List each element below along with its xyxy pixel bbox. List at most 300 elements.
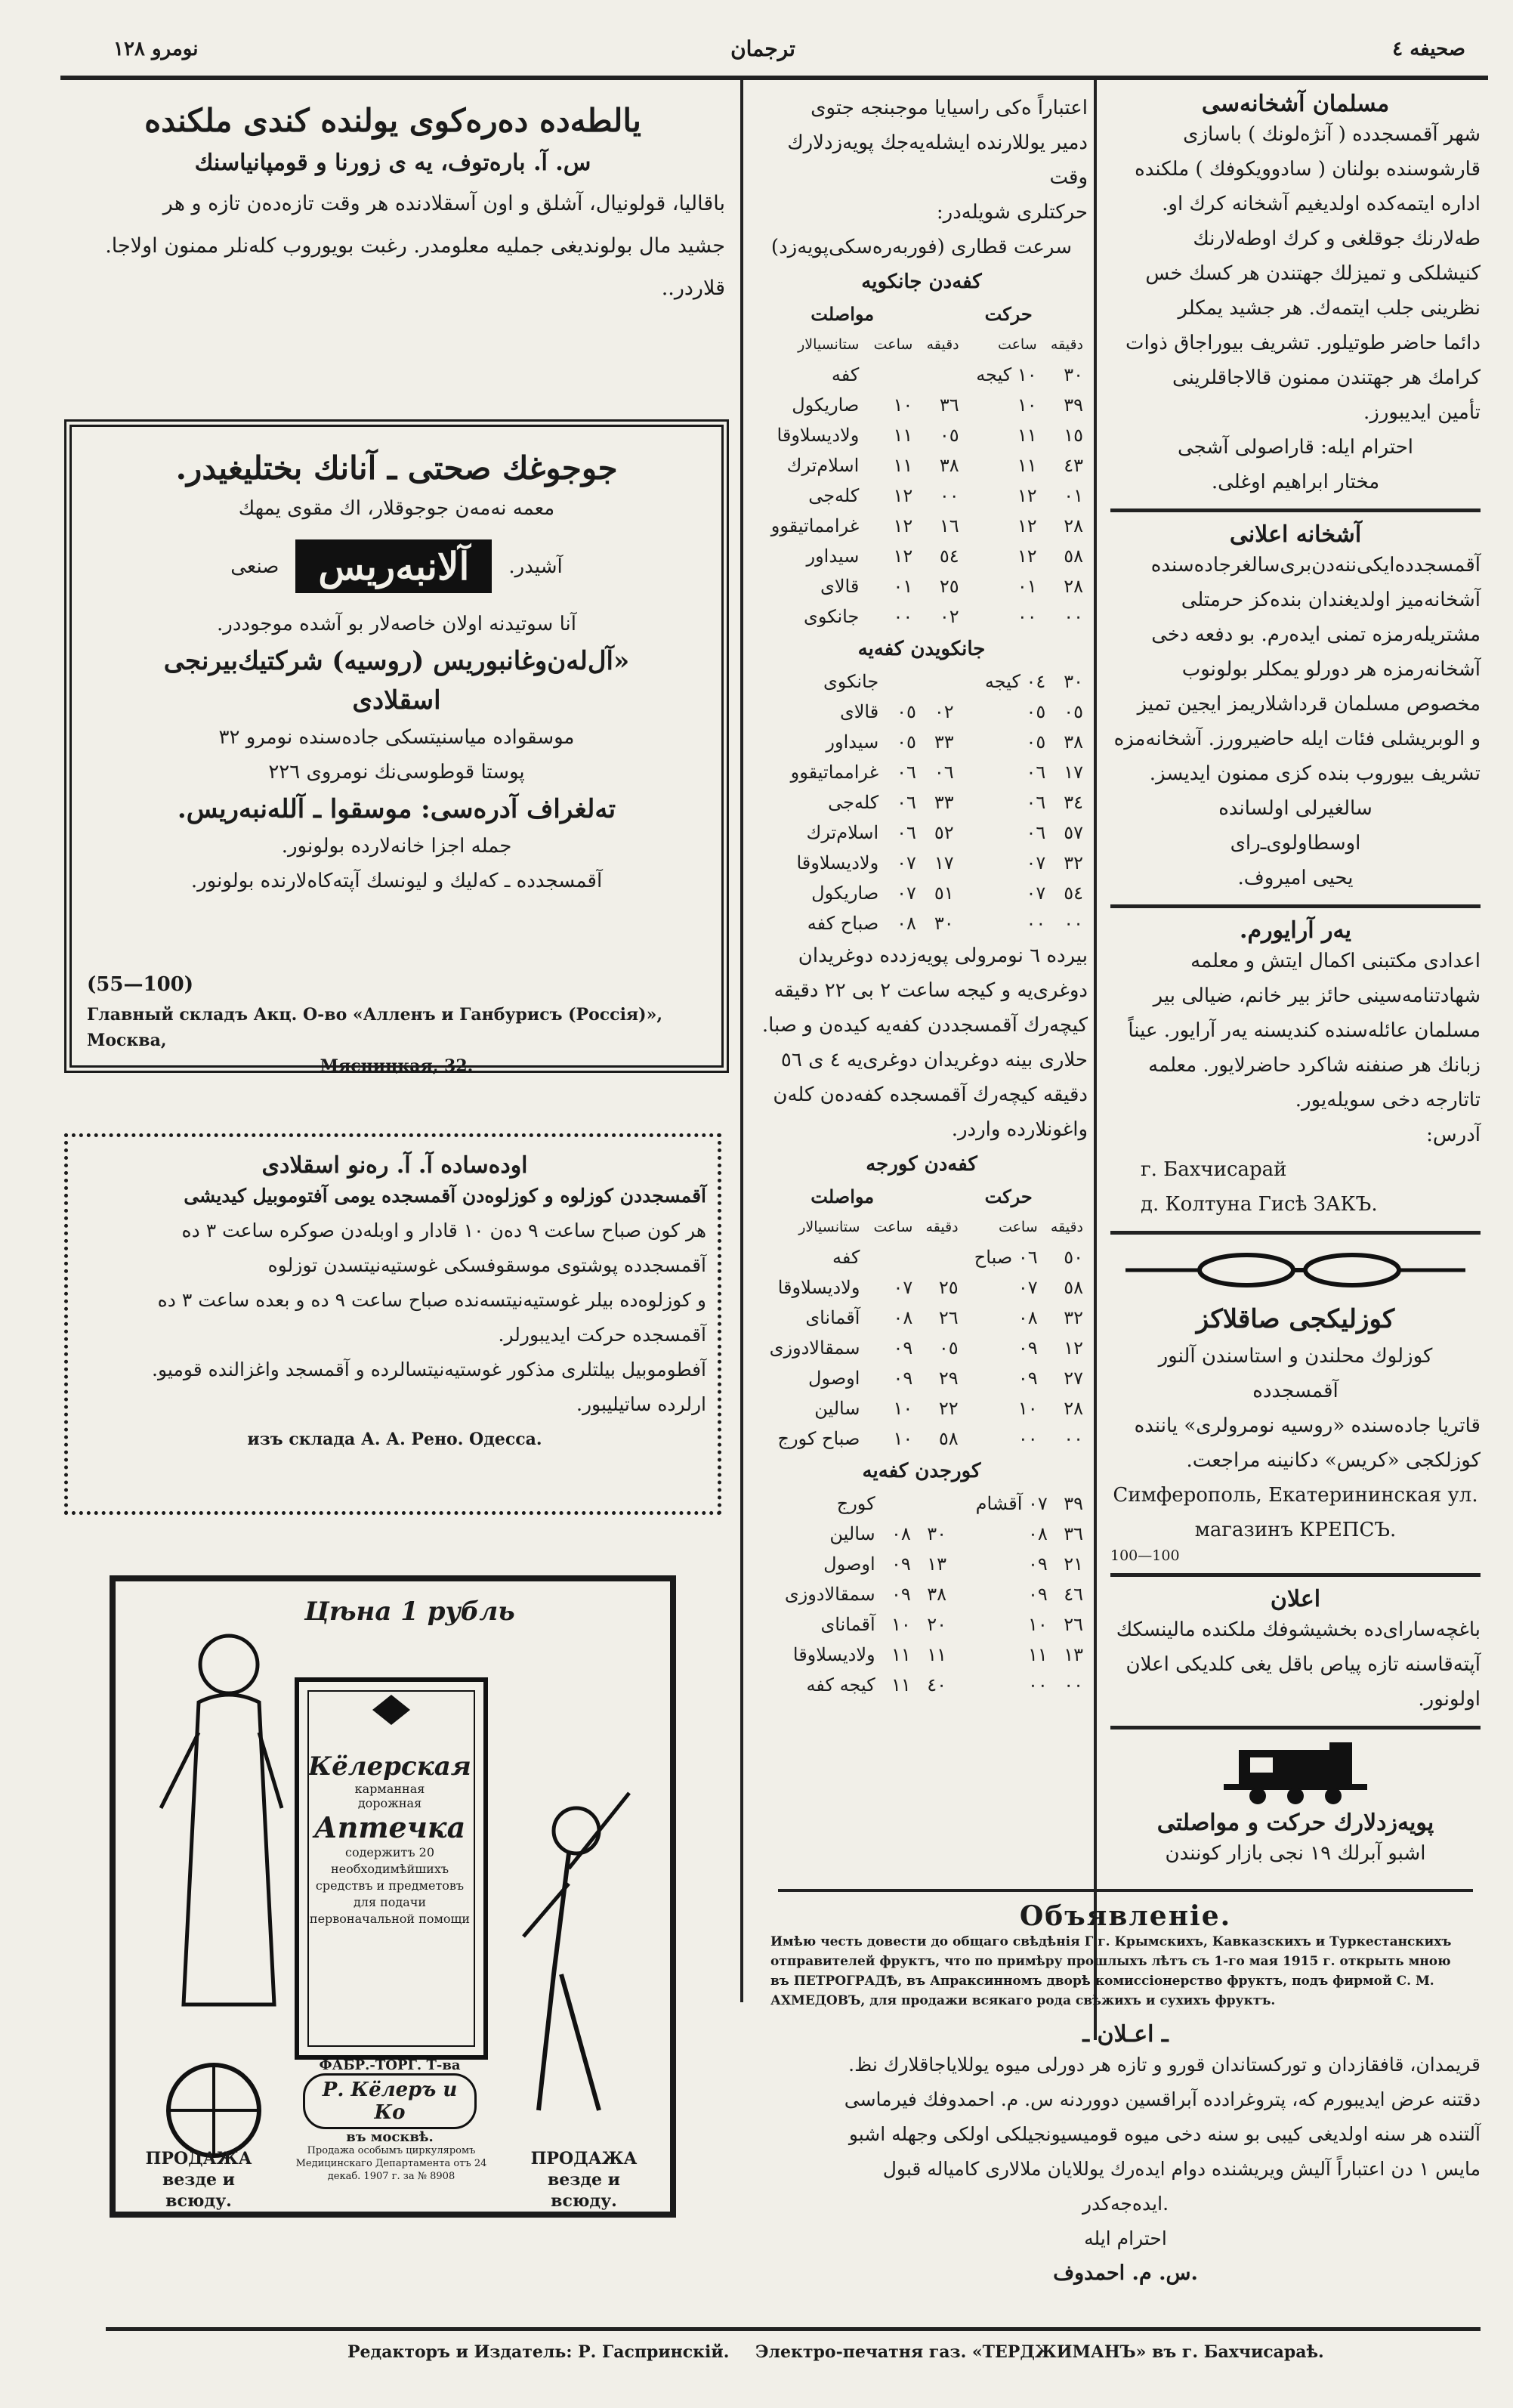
- price-label: Цѣна 1 рубль: [304, 1597, 515, 1627]
- table-cell: ١٠: [1028, 1614, 1048, 1635]
- ad-line: پوستا قوطوسی‌نك نومروی ٢٢٦: [268, 761, 525, 784]
- issue-number-label: نومرو ١٢٨: [113, 38, 199, 60]
- tt-ad-line: قریمدان، قافقازدان و تورکستاندان قورو و تازه هر دورلی میوه یوللایاجاقلارك نظ.: [848, 2054, 1481, 2076]
- table-row: [755, 450, 1088, 481]
- ad-ru-line: Мясницкая, 32.: [320, 1056, 474, 1076]
- ad-signature: احترام ایله: [1084, 2227, 1167, 2249]
- table-cell: ٢٠: [927, 1614, 946, 1635]
- tt-ad-line: مایس ١ دن اعتباراً آلیش ویریشنده دوام ایده‌رك یوللایان ملالاری کامیاله قبول: [882, 2158, 1481, 2180]
- table-cell: ٠٦: [1026, 792, 1046, 813]
- ad-line: موسقواده میاسنیتسکی جاده‌سنده نومرو ٣٢: [218, 726, 575, 749]
- ad-line: طه‌لارنك جوقلغی و کرك اوطه‌لارنك: [1193, 227, 1481, 250]
- manufacturer-name: Р. Кёлеръ и Ко: [303, 2073, 477, 2129]
- divider: [1110, 1726, 1481, 1729]
- table-row: [755, 1640, 1088, 1670]
- table-cell: ١٥: [1064, 425, 1083, 446]
- table-cell: سمقالادوزی: [784, 1584, 875, 1605]
- table-cell: ٣٦: [939, 394, 959, 416]
- timetable-title: کورجدن کفه‌یه: [862, 1460, 981, 1482]
- table-cell: ٠٠: [1064, 606, 1083, 627]
- automobile-ad: [64, 1133, 721, 1515]
- table-cell: ٠٥: [938, 1337, 959, 1359]
- ad-line: کنیشلکی و تمیزلك جهتندن هر کسك خس: [1145, 262, 1481, 285]
- table-cell: ٢١: [1064, 1553, 1083, 1575]
- table-cell: ٠٢: [934, 701, 954, 722]
- kit-title: Аптечка: [313, 1810, 466, 1844]
- table-cell: ٠٠: [1064, 1674, 1083, 1695]
- footer-printer: Электро-печатня газ. «ТЕРДЖИМАНЪ» въ г. Бахчисараѣ.: [755, 2342, 1324, 2362]
- table-header-cell: دقیقه: [1050, 336, 1083, 353]
- ad-line: زبانك هر صنفنه شاکرد حاضرلایور. معلمه: [1148, 1054, 1481, 1077]
- sales-label-right: ПРОДАЖА везде и всюду.: [530, 2149, 638, 2211]
- table-cell: سالین: [829, 1523, 875, 1544]
- tt-ad-line: ایده‌جه‌کدر.: [1082, 2193, 1169, 2215]
- table-body: [755, 1488, 1088, 1700]
- timetable-table-kerch-kefe: [755, 1488, 1088, 1700]
- table-cell: ٢٨: [1064, 1398, 1083, 1419]
- timetable-title: کفه‌دن کورجه: [866, 1153, 977, 1176]
- table-row: [755, 1488, 1088, 1519]
- table-cell: [917, 1242, 962, 1272]
- ad-line: آپته‌قاسنه تازه پیاص باقل یغی کلدیکی اعلان: [1125, 1653, 1481, 1676]
- table-cell: ٥٤: [939, 546, 959, 567]
- table-cell: ٣٣: [934, 792, 954, 813]
- ad-line: کوزلکجی «کریس» دکانینه مراجعت.: [1186, 1449, 1481, 1472]
- table-cell: ٠٠: [1017, 1428, 1038, 1449]
- table-row: [755, 666, 1088, 697]
- ad-line: دائما حاضر طوتیلور. تشریف بیوراجاق ذوات: [1125, 332, 1481, 354]
- timetable-table-kefe-kerch: [755, 1212, 1088, 1454]
- telegraph-address: ته‌لغراف آدره‌سی: موسقوا ـ آلله‌نبه‌ریس.: [177, 794, 616, 824]
- restaurant-ad-title: مسلمان آشخانه‌سی: [1201, 91, 1390, 117]
- table-row: [755, 787, 1088, 818]
- timetable-table-kefe-jankoy: [755, 329, 1088, 632]
- table-cell: ٠٦: [897, 762, 916, 783]
- kit-brand-line: карманная: [354, 1782, 425, 1796]
- table-body: [755, 360, 1088, 632]
- table-cell: ١١: [927, 1644, 946, 1665]
- table-row: [755, 571, 1088, 601]
- table-cell: ٠٠: [1026, 913, 1046, 934]
- table-row: [755, 908, 1088, 938]
- table-cell: ٤٠: [927, 1674, 946, 1695]
- table-cell: ١٢: [893, 485, 913, 506]
- table-cell: ٣٨: [927, 1584, 946, 1605]
- table-cell: ١١: [1028, 1644, 1048, 1665]
- ad-line: و کوزلوه‌ده بیلر غوستیه‌نیتسه‌نده صباح ساعت ٩ ده و بعده ساعت ٣ ده: [157, 1289, 706, 1311]
- table-cell: ٥٨: [1064, 546, 1083, 567]
- table-cell: ٠٩: [891, 1553, 911, 1575]
- ad-line: آقمسجده حرکت ایدیبورلر.: [498, 1324, 706, 1346]
- ad-line: نظرینی جلب ایتمه‌ك. هر جشید یمکلر: [1178, 297, 1481, 320]
- table-cell: سمقالادوزی: [769, 1337, 860, 1359]
- table-row: [755, 848, 1088, 878]
- table-cell: ٠٧ آقشام: [975, 1493, 1048, 1514]
- table-cell: قالای: [820, 576, 860, 597]
- table-cell: ٢٨: [1064, 515, 1083, 536]
- table-cell: ٠٥: [1026, 731, 1046, 753]
- table-cell: اوصول: [823, 1553, 875, 1575]
- table-cell: ٢٥: [938, 1277, 959, 1298]
- table-header-row: [755, 1212, 1088, 1242]
- table-cell: ٥٨: [938, 1428, 959, 1449]
- timetable-note-line: حلاری بینه دوغریدان دوغری‌یه ٤ ی ٥٦: [780, 1049, 1088, 1071]
- table-cell: غرامماتیقوو: [770, 515, 860, 536]
- table-header-cell: ساعت: [873, 336, 913, 353]
- table-cell: ٢٩: [938, 1368, 959, 1389]
- baby-food-ad-title: جوجوغك صحتی ـ آنانك بختلیغیدر.: [175, 450, 618, 487]
- table-cell: ٠٠: [893, 606, 913, 627]
- table-header-cell: ساعت: [873, 1219, 913, 1235]
- column-group-label: حرکت: [984, 1185, 1033, 1207]
- table-cell: ٣٨: [1064, 731, 1083, 753]
- timetable-title: کفه‌دن جانکویه: [861, 270, 982, 293]
- ad-line: و الوبریشلی فئات ایله حاضیرورز. آشخانه‌مزه: [1113, 728, 1481, 750]
- kit-brand-line: дорожная: [357, 1796, 422, 1810]
- ad-line: ارلرده ساتیلیبور.: [576, 1393, 706, 1415]
- table-header-cell: ستانسیالار: [798, 336, 860, 353]
- timetable-note-line: واغونلارده واردر.: [951, 1118, 1088, 1141]
- train-notice-title: پویه‌زدلارك حرکت و مواصلتی: [1156, 1810, 1434, 1836]
- table-row: [755, 1519, 1088, 1549]
- footer-rule: [106, 2327, 1481, 2331]
- table-cell: ٢٦: [938, 1307, 959, 1328]
- ad-line: باغچه‌سارای‌ده بخشیشوفك ملکنده مالینسکك: [1116, 1618, 1481, 1641]
- ru-ad-line: отправителей фруктъ, что по примѣру прошлыхъ лѣтъ съ 1-го мая 1915 г. открыть мною: [770, 1954, 1451, 1969]
- table-cell: ٠٨: [1017, 1307, 1038, 1328]
- table-row: [755, 601, 1088, 632]
- right-column: [1110, 91, 1481, 1871]
- ad-line: شهر آقمسجدده ( آنژه‌لونك ) باسازی: [1183, 123, 1481, 146]
- timetable-intro-line: حرکتلری شویله‌در:: [936, 201, 1088, 224]
- timetable-subtitle: سرعت قطاری (فوربه‌ره‌سکی‌پویه‌زد): [770, 236, 1073, 258]
- brand-pre-label: صنعی: [230, 555, 279, 578]
- ad-line: تأمین ایدیبورز.: [1363, 401, 1481, 424]
- ru-ad-line: въ ПЕТРОГРАДѢ, въ Апраксинномъ дворѣ комиссіонерство фруктъ, подъ фирмой С. М.: [770, 1974, 1434, 1989]
- ad-line: جمله اجزا خانه‌لارده بولونور.: [281, 835, 512, 858]
- table-cell: صباح کورج: [777, 1428, 860, 1449]
- table-row: [755, 1303, 1088, 1333]
- ad-signature: احترام ایله: قاراصولی آشجی: [1177, 436, 1414, 459]
- ad-line: تشریف بیوروب بنده کزی ممنون ایدیسز.: [1149, 762, 1481, 785]
- table-cell: ٣٠: [934, 913, 954, 934]
- ad-line: تاتارجه دخی سویله‌یور.: [1295, 1089, 1481, 1111]
- table-cell: ٣٢: [1064, 1307, 1083, 1328]
- table-cell: ٥٠: [1064, 1247, 1083, 1268]
- column-group-label: حرکت: [984, 303, 1033, 325]
- ad-line: آقمسجدده‌ایکی‌ننه‌دن‌بری‌سالغر‌جاده‌سنده: [1150, 554, 1481, 576]
- ad-line: آقمسجددن کوزلوه و کوزلوه‌دن آقمسجده یومی آفتوموبیل کیدیشی: [184, 1185, 706, 1207]
- table-cell: ٠٠: [1064, 1428, 1083, 1449]
- table-cell: ٠٩: [1028, 1584, 1048, 1605]
- ad-line: مخصوص مسلمان قرداشلاریمز ایجین تمیز: [1137, 693, 1481, 716]
- page-number-label: صحيفه ٤: [1392, 38, 1465, 60]
- table-cell: ولادیسلاوقا: [777, 425, 860, 446]
- job-ad-title: یه‌ر آرایورم.: [1240, 917, 1351, 944]
- table-cell: [917, 360, 963, 390]
- timetable-intro-line: اعتباراً ‌ه‌کی راسیایا موجبنجه جتوی: [811, 97, 1088, 119]
- job-seeking-ad: [1110, 917, 1481, 1222]
- table-header-cell: ساعت: [998, 1219, 1038, 1235]
- table-cell: ٣٠: [1064, 364, 1083, 385]
- ad-line: آقمسجدده ـ کەلیك و لیونسك آپته‌کاه‌لارنده بولونور.: [190, 870, 603, 892]
- table-cell: ٠٥: [939, 425, 959, 446]
- timetable-head: [755, 1182, 1088, 1212]
- table-cell: ١٢: [893, 515, 913, 536]
- ad-ru-line: изъ склада А. А. Рено. Одесса.: [247, 1430, 542, 1449]
- locomotive-icon: [1110, 1739, 1481, 1807]
- ad-line: کرامك هر جهتندن ممنون قالاجاقلرینی: [1172, 366, 1481, 389]
- table-cell: ٣٨: [939, 455, 959, 476]
- table-cell: اوصول: [807, 1368, 860, 1389]
- table-cell: ٠٩: [893, 1337, 913, 1359]
- table-cell: ١٧: [934, 852, 954, 873]
- table-cell: ولادیسلاوقا: [777, 1277, 860, 1298]
- table-row: [755, 481, 1088, 511]
- table-cell: ٠٩: [1028, 1553, 1048, 1575]
- ad-line: آقمسجدده: [1252, 1380, 1339, 1402]
- table-cell: ٢٥: [939, 576, 959, 597]
- table-cell: ١٠: [1017, 1398, 1038, 1419]
- address-line: г. Бахчисарай: [1141, 1158, 1287, 1181]
- table-row: [755, 697, 1088, 727]
- table-cell: ٠٧: [893, 1277, 913, 1298]
- table-cell: ٠٢: [939, 606, 959, 627]
- table-cell: ١٣: [1064, 1644, 1083, 1665]
- table-cell: ٣٩: [1064, 394, 1083, 416]
- table-cell: ٠٥: [1064, 701, 1083, 722]
- masthead-rule: [60, 76, 1488, 80]
- table-cell: آقمانای: [820, 1614, 875, 1635]
- ad-line: جشید مال بولوندیغی جملیه معلومدر. رغبت بویوروب کله‌نلر ممنون اولاجا.: [105, 234, 725, 258]
- restaurant-notice-ad: [1110, 521, 1481, 895]
- masthead: [30, 30, 1488, 76]
- table-cell: ولادیسلاوقا: [792, 1644, 875, 1665]
- table-cell: ٠٦: [1026, 762, 1046, 783]
- table-cell: ٥٢: [934, 822, 954, 843]
- table-cell: ١٢: [1064, 1337, 1083, 1359]
- ru-ad-line: Имѣю честь довести до общаго свѣдѣнія Г г. Крымскихъ, Кавказскихъ и Туркестанскихъ: [770, 1934, 1452, 1949]
- ad-line: اولونور.: [1418, 1688, 1481, 1711]
- timetable-intro-line: دمیر یوللارنده ایشله‌یه‌جك پویه‌زدلارك وقت: [787, 131, 1088, 189]
- divider: [1110, 508, 1481, 512]
- ad-code: (55—100): [87, 973, 194, 996]
- divider: [1110, 1231, 1481, 1235]
- ad-signature: یحیی امیروف.: [1237, 867, 1354, 889]
- ad-line: قلاردر..: [661, 277, 725, 300]
- table-header-row: [755, 329, 1088, 360]
- kit-brand-name: Кёлерская: [308, 1751, 471, 1782]
- table-cell: ولادیسلاوقا: [796, 852, 879, 873]
- ad-line: هر کون صباح ساعت ٩ دەن ١٠ قادار و اوبله‌دن صوکره ساعت ٣ ده: [181, 1219, 706, 1241]
- automobile-ad-title: اوده‌ساده آ. آ. ره‌نو اسقلادی: [261, 1152, 528, 1179]
- brand-row: [87, 539, 706, 593]
- table-cell: ٠٧: [1026, 883, 1046, 904]
- table-cell: صاریکول: [811, 883, 879, 904]
- manufacturer-label: ФАБР.-ТОРГ. Т-ва: [319, 2057, 461, 2073]
- table-row: [755, 1272, 1088, 1303]
- table-cell: ٠٨: [893, 1307, 913, 1328]
- table-cell: ٠٦: [934, 762, 954, 783]
- table-cell: [863, 360, 917, 390]
- table-cell: [916, 1488, 951, 1519]
- table-cell: کله‌جی: [808, 485, 860, 506]
- tt-ad-title: ـ اعـلان ـ: [1082, 2021, 1169, 2048]
- table-cell: ٠٠: [939, 485, 959, 506]
- table-cell: کله‌جی: [828, 792, 879, 813]
- ad-signature: س. م. احمدوف.: [1053, 2261, 1198, 2285]
- table-row: [755, 1609, 1088, 1640]
- table-row: [755, 1579, 1088, 1609]
- table-cell: [880, 1488, 916, 1519]
- table-cell: اسلام‌ترك: [786, 455, 860, 476]
- column-group-label: مواصلت: [811, 303, 875, 325]
- table-cell: ٠٠: [1017, 606, 1037, 627]
- table-cell: ٤٣: [1064, 455, 1083, 476]
- table-cell: ٠٦ صباح: [974, 1247, 1038, 1268]
- table-cell: ٠٥: [897, 731, 916, 753]
- table-cell: کفه: [832, 1247, 860, 1268]
- table-cell: ١٠: [893, 394, 913, 416]
- train-schedule-notice: [1110, 1739, 1481, 1871]
- ad-line: اداره ایتمه‌کده اولدیغیم آشخانه کرك او.: [1162, 193, 1481, 215]
- table-cell: کفه: [831, 364, 860, 385]
- table-cell: ١١: [1017, 425, 1037, 446]
- table-row: [755, 1242, 1088, 1272]
- company-name: «آل‌له‌ن‌وغانبوریس (روسیه) شرکتیك‌بیرنجی: [163, 646, 630, 676]
- brand-logo: آلانبه‌ریس: [295, 539, 492, 593]
- tt-ad-line: دقتنه عرض ایدیبورم که، پتروغرادده آبراقسین دووردنه س. م. احمدوفك فیرماسی: [844, 2088, 1481, 2110]
- table-cell: ١٢: [1017, 485, 1037, 506]
- table-row: [755, 360, 1088, 390]
- table-cell: سالین: [814, 1398, 860, 1419]
- timetable-note-line: کیچه‌رك آقمسجددن کفه‌یه کیده‌ن و صبا.: [761, 1014, 1088, 1037]
- table-cell: صاریکول: [792, 394, 860, 416]
- table-cell: ٠٥: [897, 701, 916, 722]
- table-row: [755, 757, 1088, 787]
- table-header-cell: دقیقه: [926, 336, 959, 353]
- table-row: [755, 1423, 1088, 1454]
- company-name-2: اسقلادی: [352, 685, 441, 716]
- ad-line: قارشوسنده بولنان ( سادوویکوفك ) ملکنده: [1135, 158, 1481, 181]
- table-cell: ٠٤ کیجه: [984, 671, 1046, 692]
- address-label: آدرس:: [1426, 1124, 1481, 1146]
- table-cell: ٠١: [1017, 576, 1037, 597]
- ru-ad-title: Объявленіе.: [1019, 1900, 1232, 1932]
- table-row: [755, 541, 1088, 571]
- timetable-note-line: دقیقه کیچه‌رك آقمسجده کفه‌ده‌ن کلەن: [773, 1083, 1088, 1106]
- ad-line: قاتریا جاده‌سنده «روسیه نومرولری» یاننده: [1134, 1414, 1481, 1437]
- timetable-note-line: بیرده ٦ نومرولی پویه‌زدده دوغریدان: [798, 944, 1088, 967]
- table-row: [755, 727, 1088, 757]
- table-header-cell: دقیقه: [925, 1219, 959, 1235]
- table-cell: ١٠: [893, 1428, 913, 1449]
- table-cell: ٠٠: [1028, 1674, 1048, 1695]
- divider: [1110, 1573, 1481, 1577]
- glasses-ad-title: کوزلیکجی صاقلاکز: [1196, 1304, 1395, 1334]
- table-cell: ١٠: [893, 1398, 913, 1419]
- table-cell: [864, 1242, 917, 1272]
- timetable-note-line: دوغری‌یه و کیجه ساعت ٢ بی ٢٢ دقیقه: [773, 979, 1088, 1002]
- ad-signature: اوسطاولوی‌ـ‌رای: [1230, 832, 1361, 855]
- ad-line: مشتریله‌رمزه تمنی ایده‌رم. بو دفعه دخی: [1151, 623, 1481, 646]
- table-cell: ١٠: [891, 1614, 911, 1635]
- table-cell: ٠٩: [1017, 1368, 1038, 1389]
- eyeglasses-icon: [1110, 1244, 1481, 1297]
- table-cell: ٠٧: [897, 883, 916, 904]
- table-header-cell: ساعت: [997, 336, 1037, 353]
- table-cell: ١١: [891, 1674, 911, 1695]
- glasses-ad: [1110, 1244, 1481, 1564]
- table-cell: ٣٠: [927, 1523, 946, 1544]
- ad-line: معمه نه‌مه‌ن جوجوقلار، اك مقوی یمهك: [238, 497, 555, 520]
- table-row: [755, 1333, 1088, 1363]
- table-cell: ٢٦: [1064, 1614, 1083, 1635]
- permit-text: Продажа особымъ циркуляромъ Медицинскаго Департамента отъ 24 декаб. 1907 г. за № 8908: [295, 2145, 487, 2182]
- table-cell: اسلام‌ترك: [806, 822, 879, 843]
- ad-line: کوزلوك محلندن و استاسندن آلنور: [1158, 1345, 1433, 1368]
- column-divider-right: [1094, 76, 1097, 2040]
- table-cell: کورج: [836, 1493, 875, 1514]
- table-cell: ١١: [891, 1644, 911, 1665]
- column-divider-left: [740, 76, 743, 2002]
- table-cell: ١٢: [893, 546, 913, 567]
- table-row: [755, 420, 1088, 450]
- table-cell: ١١: [893, 425, 913, 446]
- table-row: [755, 1393, 1088, 1423]
- notice-title: آشخانه اعلانی: [1229, 521, 1362, 548]
- table-cell: ٠١: [1064, 485, 1083, 506]
- table-row: [755, 511, 1088, 541]
- bottom-ad-rule: [778, 1889, 1473, 1892]
- kit-description: содержитъ 20 необходимѣйшихъ средствъ и предметовъ для подачи первоначальной помощи: [309, 1845, 471, 1926]
- table-cell: [921, 666, 959, 697]
- table-cell: صباح کفه: [807, 913, 879, 934]
- ad-line: آقمسجدده پوشتوی موسقوفسکی غوستیه‌نیتسدن توزلوه: [267, 1254, 706, 1276]
- table-cell: ١٦: [939, 515, 959, 536]
- table-cell: ٢٧: [1064, 1368, 1083, 1389]
- ad-line: اعدادی مکتبنی اکمال ایتش و معلمه: [1190, 950, 1481, 972]
- ad-line: آشخانه‌میز اولدیغندان بنده‌کز حرمتلی: [1181, 589, 1481, 611]
- table-cell: ١٢: [1017, 515, 1037, 536]
- table-cell: ٠٠: [1064, 913, 1083, 934]
- table-cell: ٣٣: [934, 731, 954, 753]
- ru-ad-line: АХМЕДОВЪ, для продажи всякаго рода свѣжихъ и сухихъ фруктъ.: [770, 1993, 1276, 2008]
- table-cell: کیجه کفه: [806, 1674, 875, 1695]
- table-cell: ٢٨: [1064, 576, 1083, 597]
- table-row: [755, 1670, 1088, 1700]
- ad-line: آشخانه‌رمزه هر دورلو یمکلر بولونوب: [1181, 658, 1481, 681]
- table-cell: ١٠ کیجه: [976, 364, 1037, 385]
- grocery-ad-title: یالطه‌ده ده‌ره‌کوی یولنده کندی ملکنده: [144, 102, 641, 139]
- ad-line: مسلمان عائله‌سنده کندیسنه یه‌ر آرایور. عیناً: [1128, 1019, 1481, 1042]
- ad-signature: مختار ابراهیم اوغلی.: [1211, 471, 1380, 493]
- table-body: [755, 1242, 1088, 1454]
- table-cell: ٤٦: [1064, 1584, 1083, 1605]
- ad-line: باقالیا، قولونیال، آشلق و اون آسقلادنده هر وقت تازه‌ده‌ن تازه و هر: [162, 192, 725, 215]
- address-line: д. Колтуна Гисѣ ЗАКЪ.: [1141, 1193, 1378, 1216]
- ad-ru-line: Главный складъ Акц. О-во «Алленъ и Ганбурисъ (Россія)», Москва,: [87, 1005, 662, 1050]
- table-cell: ٠٥: [1026, 701, 1046, 722]
- table-cell: جانکوی: [823, 671, 879, 692]
- brand-post-label: آشیدر.: [508, 555, 563, 578]
- table-cell: ١٢: [1017, 546, 1037, 567]
- table-cell: آقمانای: [805, 1307, 860, 1328]
- table-cell: ٠٧: [1017, 1277, 1038, 1298]
- table-header-cell: دقیقه: [1050, 1219, 1083, 1235]
- grocery-ad: [60, 98, 725, 310]
- first-aid-kit-ad: [110, 1575, 676, 2218]
